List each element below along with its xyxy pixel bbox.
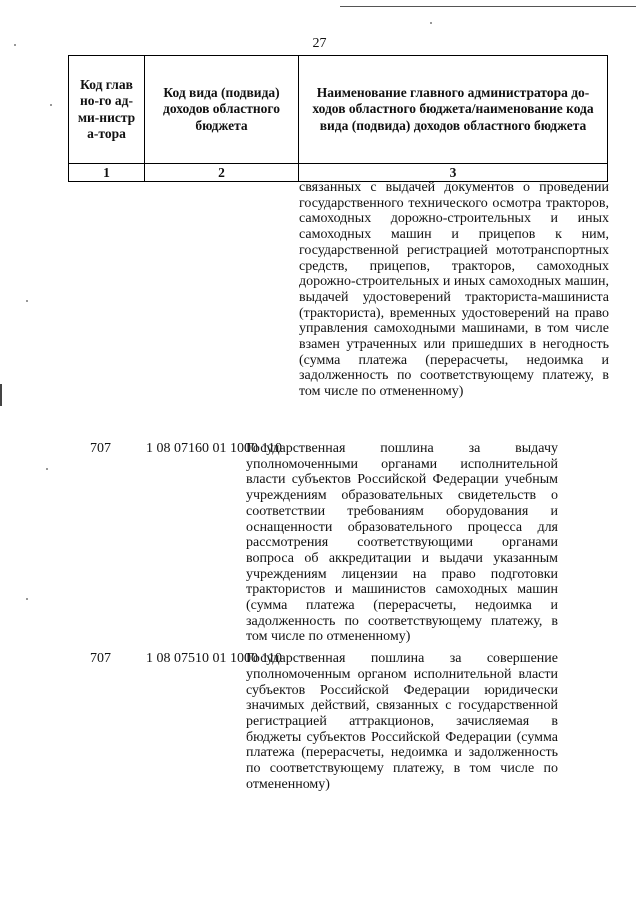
name-cell: Государственная пошлина за совершение уполномоченным органом исполнительной власти субъектов Российской Федерации юридически значимых действий, связанных с государственной регистрацией аттракционов, зачисляемая в бюджеты субъектов Российской Федерации (сумма платежа (перерасчеты, недоимка и задолженность по соответствующему платежу, в том числе по отмененному)	[246, 651, 558, 792]
scan-speck	[26, 598, 28, 600]
admin-code-cell: 707	[90, 651, 111, 667]
continuation-text: связанных с выдачей документов о проведении государственного технического осмотра тракторов, самоходных дорожно-строительных и иных самоходных машин и прицепов к ним, государственной регистрацией мототранспортных средств, прицепов, тракторов, самоходных дорожно-строительных и иных самоходных машин, выдачей удостоверений тракториста-машиниста (тракториста), временных удостоверений на право управления самоходными машинами, в том числе взамен утраченных или пришедших в негодность (сумма платежа (перерасчеты, недоимка и задолженность по соответствующему платежу, в том числе по отмененному)	[299, 180, 609, 400]
page-number: 27	[312, 36, 327, 51]
income-code-cell: 1 08 07160 01 1000 110	[146, 441, 282, 456]
scan-speck	[26, 300, 28, 302]
table-header-row	[68, 55, 608, 164]
scan-speck	[50, 104, 52, 106]
admin-code-cell: 707	[90, 441, 111, 456]
income-code-cell: 1 08 07510 01 1000 110	[146, 651, 282, 667]
header-income-code-label: Код вида (подвида) доходов областного бюджета	[163, 84, 280, 133]
column-number-2: 2	[145, 164, 299, 181]
header-income-code	[145, 56, 299, 163]
scan-edge-mark	[0, 384, 2, 406]
name-cell: Государственная пошлина за выдачу уполномоченными органами исполнительной власти субъектов Российской Федерации учебным учреждениям образовательных свидетельств о соответствии требованиям оборудования и оснащенности образовательного процесса для рассмотрения соответствующими органами вопроса об аккредитации и выдачи указанным учреждениям лицензии на право подготовки трактористов и машинистов самоходных машин (сумма платежа (перерасчеты, недоимка и задолженность по соответствующему платежу, в том числе по отмененному)	[246, 441, 558, 645]
column-number-3: 3	[299, 164, 608, 181]
scan-speck	[46, 468, 48, 470]
table-row	[90, 441, 610, 645]
header-admin-code-label: Код главно-го ад-ми-нистра-тора	[77, 76, 136, 141]
scan-artifact-line	[340, 6, 636, 7]
scan-speck	[430, 22, 432, 24]
column-number-1: 1	[68, 164, 145, 181]
table-body	[90, 441, 610, 792]
header-name	[299, 56, 608, 163]
header-admin-code	[68, 56, 145, 163]
income-table	[68, 55, 608, 182]
table-row	[90, 651, 610, 792]
header-name-label: Наименование главного администратора до-ходов областного бюджета/наименование кода вида (подвида) доходов областного бюджета	[312, 84, 594, 133]
